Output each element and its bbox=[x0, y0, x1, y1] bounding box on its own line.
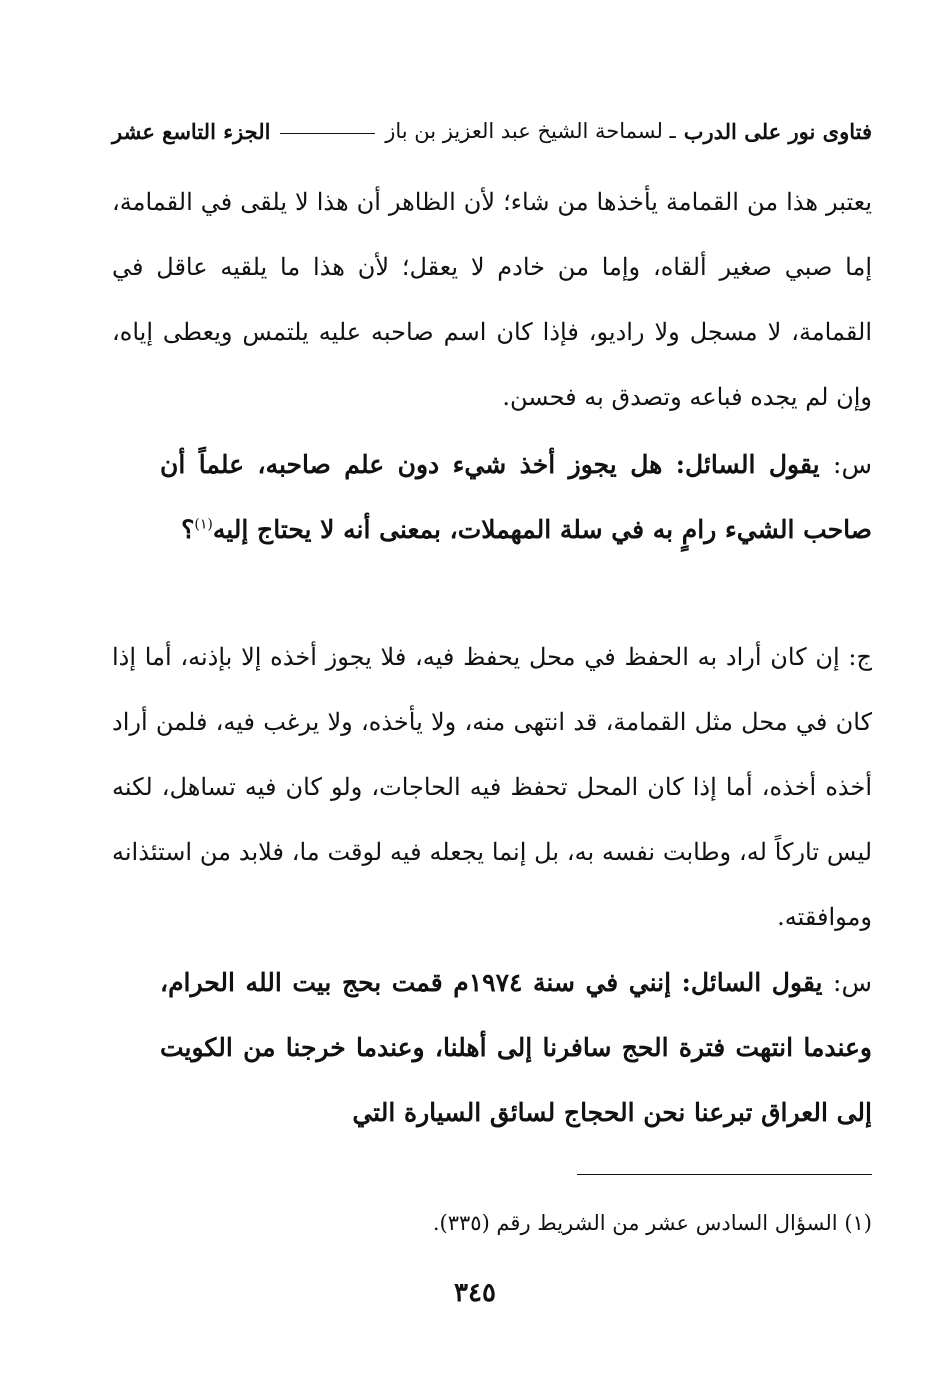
answer-1: ج: إن كان أراد به الحفظ في محل يحفظ فيه، فلا يجوز أخذه إلا بإذنه، أما إذا كان في محل مثل القمامة، قد انتهى منه، ولا يأخذه، ولا يرغب فيه، فلمن أراد أخذه أخذه، أما إذا كان المحل تحفظ فيه الحاجات، ولو كان فيه تساهل، لكنه ليس تاركاً له، وطابت نفسه به، بل إنما يجعله فيه لوقت ما، فلابد من استئذانه وموافقته. bbox=[112, 643, 872, 931]
question-1 bbox=[160, 432, 872, 562]
paragraph-continuation: يعتبر هذا من القمامة يأخذها من شاء؛ لأن الظاهر أن هذا لا يلقى في القمامة، إما صبي صغير ألقاه، وإما من خادم لا يعقل؛ لأن هذا ما يلقيه عاقل في القمامة، لا مسجل ولا راديو، فإذا كان اسم صاحبه عليه يلتمس ويعطى إياه، وإن لم يجده فباعه وتصدق به فحسن. bbox=[112, 188, 872, 411]
author-name: ـ لسماحة الشيخ عبد العزيز بن باز bbox=[385, 119, 676, 143]
question-2 bbox=[160, 950, 872, 1145]
running-header bbox=[112, 113, 872, 149]
question-label: س: bbox=[833, 968, 872, 997]
question-mark: ؟ bbox=[181, 515, 195, 544]
footnote-divider bbox=[577, 1174, 872, 1175]
page-number: ٣٤٥ bbox=[454, 1278, 496, 1308]
footnote-ref: (١) bbox=[194, 516, 213, 533]
question-text: يقول السائل: هل يجوز أخذ شيء دون علم صاحبه، علماً أن صاحب الشيء رامٍ به في سلة المهملات، بمعنى أنه لا يحتاج إليه bbox=[160, 450, 872, 544]
volume-label: الجزء التاسع عشر bbox=[112, 118, 271, 144]
book-title: فتاوى نور على الدرب bbox=[683, 118, 872, 144]
header-rule bbox=[280, 133, 375, 134]
question-text: يقول السائل: إنني في سنة ١٩٧٤م قمت بحج بيت الله الحرام، وعندما انتهت فترة الحج سافرنا إلى أهلنا، وعندما خرجنا من الكويت إلى العراق تبرعنا نحن الحجاج لسائق السيارة التي bbox=[160, 968, 872, 1127]
question-label: س: bbox=[833, 450, 872, 479]
footnote: (١) السؤال السادس عشر من الشريط رقم (٣٣٥). bbox=[432, 1211, 872, 1235]
